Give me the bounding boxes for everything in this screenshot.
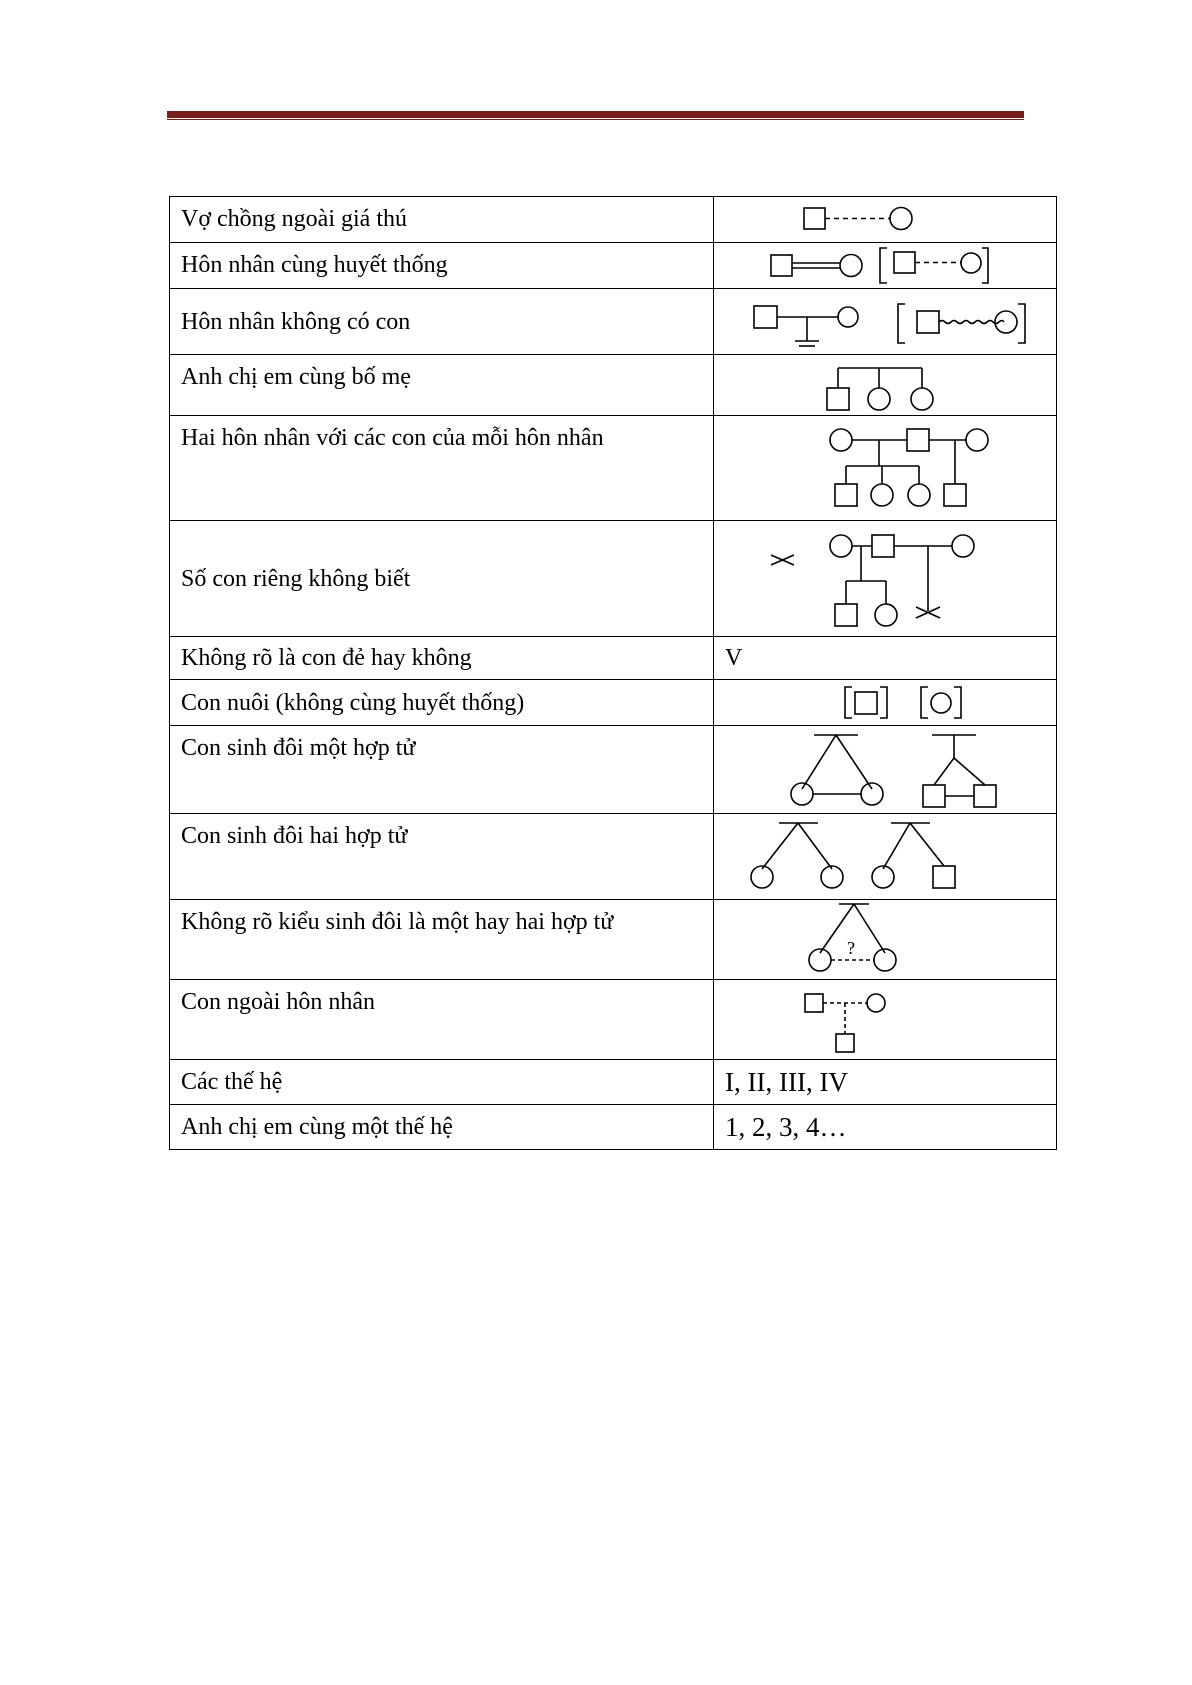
symbol-cell: [714, 197, 1057, 243]
symbol-text: 1, 2, 3, 4…: [714, 1105, 1057, 1150]
table-row: [170, 726, 1057, 814]
table-row: [170, 814, 1057, 900]
consanguineous-marriage-icon: [714, 243, 1056, 288]
symbol-cell: [714, 726, 1057, 814]
monozygotic-twins-icon: [714, 726, 1056, 813]
term-cell: Số con riêng không biết: [170, 521, 714, 637]
header-rule: [167, 111, 1024, 118]
table-row: [170, 1105, 1057, 1150]
term-cell: Không rõ là con đẻ hay không: [170, 637, 714, 680]
symbol-text: I, II, III, IV: [714, 1060, 1057, 1105]
symbol-cell: [714, 243, 1057, 289]
term-cell: Anh chị em cùng bố mẹ: [170, 355, 714, 416]
pedigree-symbol-table: [169, 196, 1057, 1150]
adopted-child-icon: [714, 680, 1056, 725]
table-row: [170, 900, 1057, 980]
term-cell: Con nuôi (không cùng huyết thống): [170, 680, 714, 726]
symbol-cell: [714, 521, 1057, 637]
term-cell: Hai hôn nhân với các con của mỗi hôn nhân: [170, 416, 714, 521]
table-row: [170, 637, 1057, 680]
two-marriages-icon: [714, 416, 1056, 520]
symbol-cell: [714, 900, 1057, 980]
unknown-zygosity-twins-icon: [714, 900, 1056, 979]
term-cell: Anh chị em cùng một thế hệ: [170, 1105, 714, 1150]
term-cell: Vợ chồng ngoài giá thú: [170, 197, 714, 243]
symbol-cell: [714, 416, 1057, 521]
table-row: [170, 1060, 1057, 1105]
childless-marriage-icon: [714, 289, 1056, 354]
table-row: [170, 243, 1057, 289]
term-cell: Không rõ kiểu sinh đôi là một hay hai hợp tử: [170, 900, 714, 980]
term-cell: Hôn nhân cùng huyết thống: [170, 243, 714, 289]
symbol-cell: [714, 814, 1057, 900]
unknown-children-icon: [714, 521, 1056, 636]
table-row: [170, 289, 1057, 355]
term-cell: Con ngoài hôn nhân: [170, 980, 714, 1060]
term-cell: Con sinh đôi hai hợp tử: [170, 814, 714, 900]
dizygotic-twins-icon: [714, 814, 1056, 899]
symbol-cell: [714, 980, 1057, 1060]
table-row: [170, 680, 1057, 726]
term-cell: Con sinh đôi một hợp tử: [170, 726, 714, 814]
header-rule-thin: [167, 119, 1024, 120]
zygosity-question-mark: ?: [847, 938, 855, 958]
table-row: [170, 355, 1057, 416]
symbol-cell: [714, 289, 1057, 355]
term-cell: Các thế hệ: [170, 1060, 714, 1105]
full-siblings-icon: [714, 355, 1056, 415]
symbol-text: V: [714, 637, 1057, 680]
table-row: [170, 521, 1057, 637]
table-row: [170, 980, 1057, 1060]
term-cell: Hôn nhân không có con: [170, 289, 714, 355]
symbol-cell: [714, 680, 1057, 726]
illegitimate-child-icon: [714, 980, 1056, 1059]
table-row: [170, 197, 1057, 243]
symbol-cell: [714, 355, 1057, 416]
table-row: [170, 416, 1057, 521]
extramarital-couple-icon: [714, 197, 1056, 242]
